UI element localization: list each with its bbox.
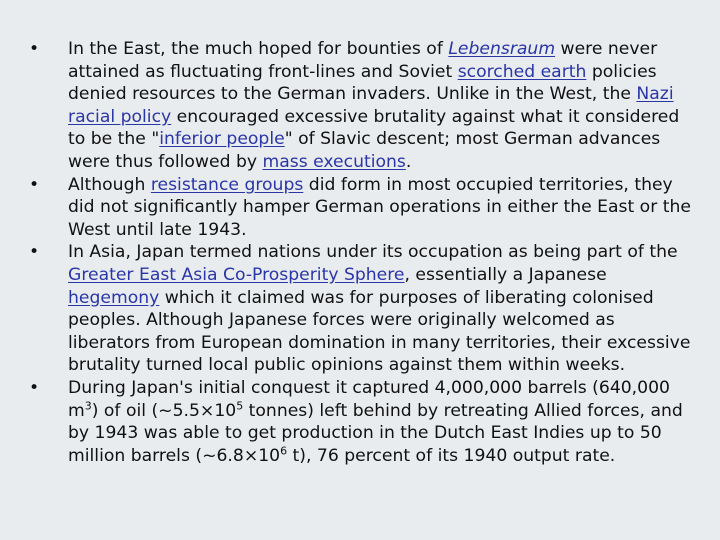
bullet-text: encouraged excessive brutality against what it considered to be the " [68, 106, 680, 150]
link-nazi-racial-policy[interactable]: Nazi racial policy [68, 84, 674, 127]
bullet-text: did form in most occupied territories, they did not significantly hamper German operations in either the East or the West until late 1943. [68, 174, 691, 240]
link-hegemony[interactable]: hegemony [68, 287, 160, 308]
bullet-text: ) of oil (~5.5×10 [91, 400, 237, 421]
bullet-item-oil [22, 377, 692, 467]
bullet-text: were never attained as fluctuating front-lines and Soviet [68, 39, 658, 82]
bullet-item-asia [22, 241, 692, 377]
bullet-dot: • [29, 39, 40, 59]
bullet-item-eastern-front [22, 38, 692, 174]
superscript: 3 [84, 398, 92, 412]
bullet-text: t), 76 percent of its 1940 output rate. [287, 445, 616, 466]
bullet-text: During Japan's initial conquest it captured 4,000,000 barrels (640,000 m [68, 377, 670, 421]
bullet-text: In the East, the much hoped for bounties of [68, 39, 449, 59]
bullet-item-resistance [22, 174, 692, 242]
link-inferior-people[interactable]: inferior people [159, 129, 285, 150]
superscript: 6 [280, 443, 288, 457]
bullet-text: . [405, 151, 412, 172]
link-scorched-earth[interactable]: scorched earth [457, 61, 587, 82]
bullet-text: " of Slavic descent; most German advances were thus followed by [68, 129, 661, 172]
bullet-text: Although [68, 174, 151, 195]
link-co-prosperity-sphere[interactable]: Greater East Asia Co-Prosperity Sphere [68, 264, 405, 285]
bullet-text: policies denied resources to the German invaders. Unlike in the West, the [68, 61, 657, 105]
bullet-dot: • [29, 377, 40, 398]
bullet-list [22, 38, 692, 467]
bullet-text: which it claimed was for purposes of liberating colonised peoples. Although Japanese forces were originally welcomed as liberators from European domination in many territories, their excessive brutality turned local public opinions against them within weeks. [68, 287, 691, 376]
link-resistance-groups[interactable]: resistance groups [150, 174, 304, 195]
bullet-text: In Asia, Japan termed nations under its occupation as being part of the [68, 242, 678, 263]
bullet-text: , essentially a Japanese [404, 264, 607, 285]
link-mass-executions[interactable]: mass executions [262, 151, 406, 172]
superscript: 5 [236, 398, 244, 412]
link-lebensraum[interactable]: Lebensraum [448, 39, 556, 59]
bullet-dot: • [29, 174, 40, 195]
bullet-text: tonnes) left behind by retreating Allied forces, and by 1943 was able to get production in the Dutch East Indies up to 50 million barrels (~6.8×10 [68, 400, 683, 466]
bullet-dot: • [29, 242, 40, 263]
